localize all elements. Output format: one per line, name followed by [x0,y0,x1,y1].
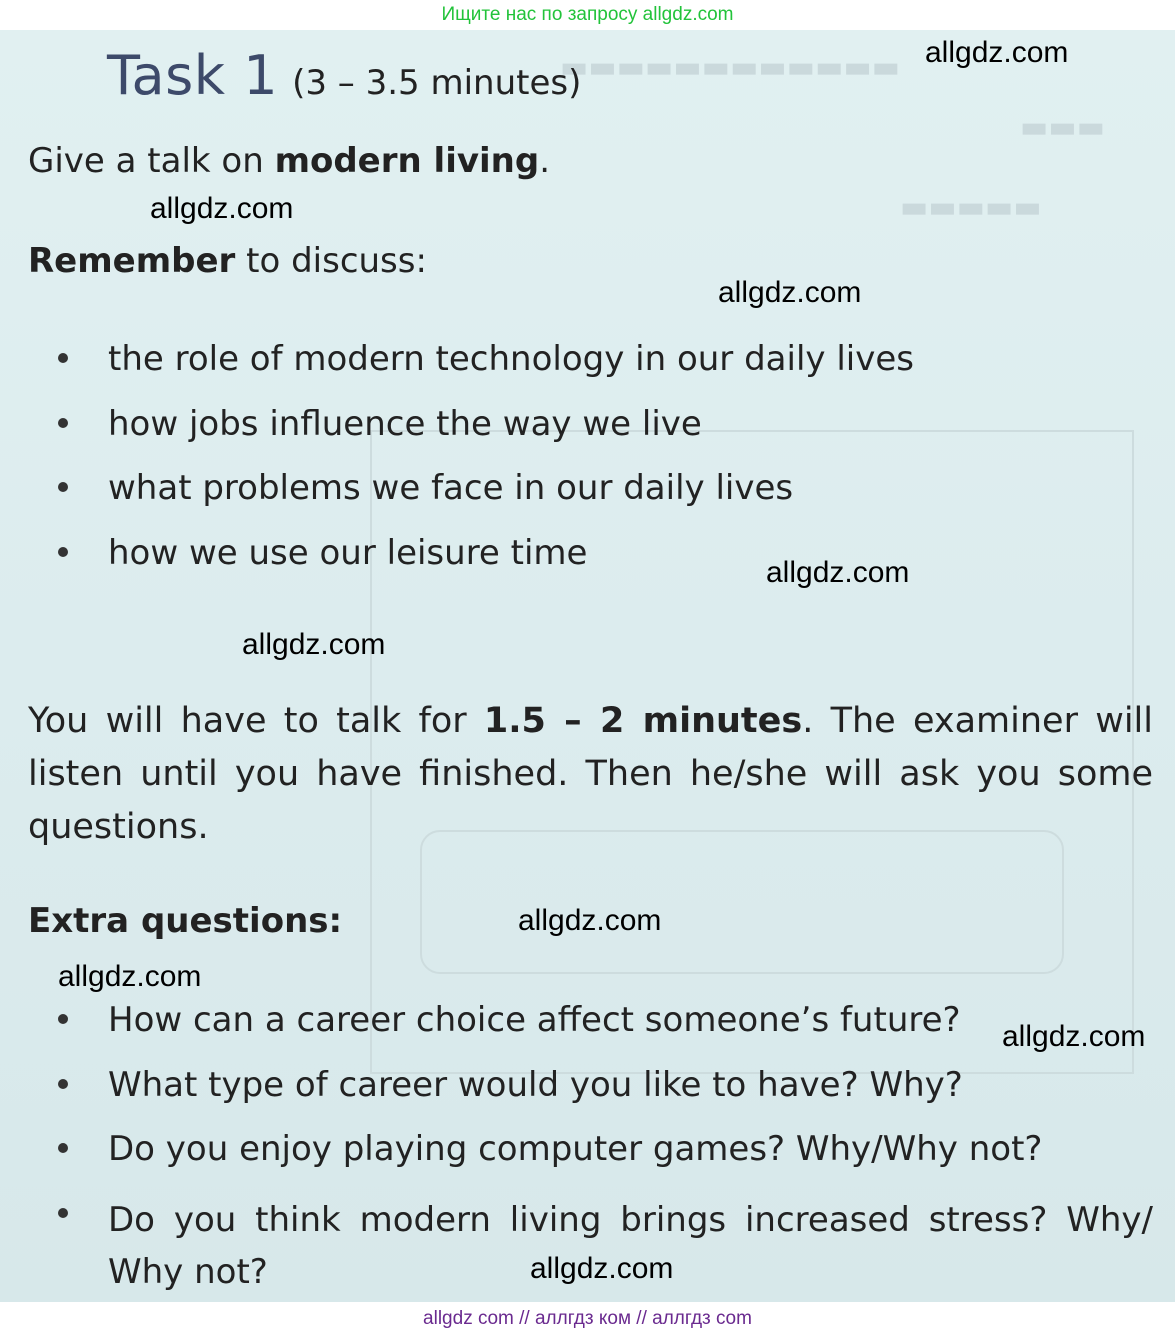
bullet-icon [58,353,68,363]
watermark: allgdz.com [242,628,386,661]
watermark: allgdz.com [766,556,910,589]
list-item-text: what problems we face in our daily lives [108,468,794,508]
watermark: allgdz.com [518,904,662,937]
show-through-text: ▬▬▬▬▬ [900,190,1042,225]
intro-topic: modern living [274,141,540,181]
bullet-icon [58,1143,68,1153]
list-item [58,1129,1153,1194]
bullet-icon [58,1079,68,1089]
instructions-duration: 1.5 – 2 minutes [483,701,803,741]
list-item [58,468,914,533]
watermark: allgdz.com [58,960,202,993]
instructions-prefix: You will have to talk for [28,701,484,741]
list-item [58,1065,1153,1130]
list-item [58,404,914,469]
list-item-text: how we use our leisure time [108,532,588,573]
list-item-text: how jobs influence the way we live [108,403,702,444]
watermark: allgdz.com [530,1252,674,1285]
list-item-text: Do you enjoy playing computer games? Why/Why not? [108,1129,1043,1169]
extra-heading-text: Extra questions: [28,901,343,941]
remember-rest: to discuss: [235,241,427,281]
list-item [58,1000,1153,1065]
intro-suffix: . [539,141,551,181]
show-through-text: ▬▬▬ [1020,110,1106,145]
list-item-text: the role of modern technology in our daily lives [108,339,914,379]
bullet-icon [58,482,68,492]
watermark: allgdz.com [925,36,1069,69]
watermark: allgdz.com [1002,1020,1146,1053]
instructions-paragraph [28,695,1153,854]
intro-sentence [28,141,550,181]
task-number: Task 1 [107,44,279,107]
watermark: allgdz.com [718,276,862,309]
intro-prefix: Give a talk on [28,141,275,181]
list-item-text: How can a career choice affect someone’s future? [108,1000,961,1040]
extra-questions-heading [28,901,342,941]
list-item-text: Do you think modern living brings increased stress? Why/ Why not? [108,1199,1153,1292]
bullet-icon [58,1014,68,1024]
remember-heading [28,241,427,281]
bottom-banner: allgdz com // аллгдз ком // аллгдз com [0,1302,1175,1335]
bullet-icon [58,418,68,428]
task-title [107,44,581,107]
remember-bold: Remember [28,241,236,281]
list-item-text: What type of career would you like to have? Why? [108,1064,963,1105]
top-banner: Ищите нас по запросу allgdz.com [0,0,1175,30]
instructions-rest: . The examiner will listen until you have finished. Then he/she will ask you some questions. [28,701,1153,847]
show-through-text: ▬▬▬▬▬▬▬▬▬▬▬▬ [560,50,901,85]
list-item [58,339,914,404]
bullet-icon [58,1208,68,1218]
watermark: allgdz.com [150,192,294,225]
bullet-icon [58,547,68,557]
task-duration: (3 – 3.5 minutes) [292,63,582,103]
textbook-page [0,30,1175,1302]
